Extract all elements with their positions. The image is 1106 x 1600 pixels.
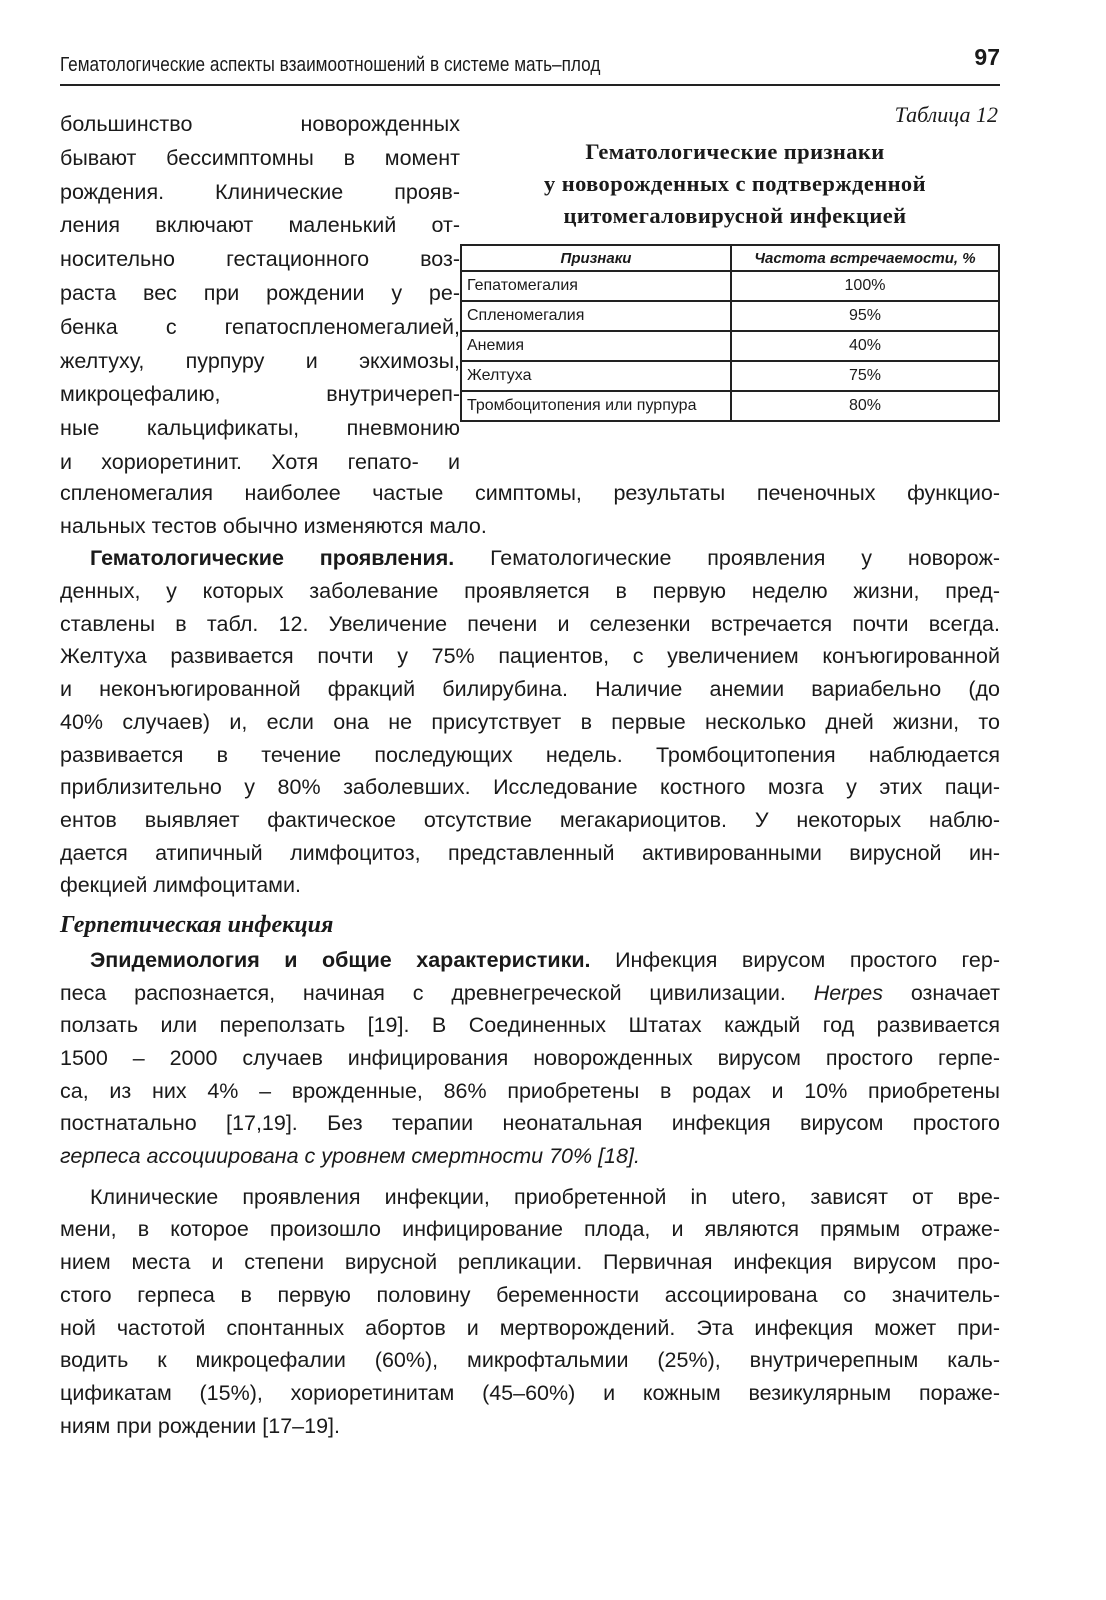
table-cell-frequency: 100% — [731, 271, 999, 301]
text-line: ползать или переползать [19]. В Соединенных Штатах каждый год развивается — [60, 1013, 1000, 1038]
text-line: бенка с гепатоспленомегалией, — [60, 314, 460, 339]
run-in-heading: Гематологические проявления. — [90, 546, 455, 571]
page-number: 97 — [974, 44, 1000, 70]
text-line: ной частотой спонтанных абортов и мертворождений. Эта инфекция может при- — [60, 1315, 1000, 1340]
text-line: нием места и степени вирусной репликации. Первичная инфекция вирусом про- — [60, 1250, 1000, 1275]
text-line: ные кальцификаты, пневмонию — [60, 416, 460, 441]
text-run: Инфекция вирусом простого гер- — [615, 947, 1000, 972]
text-line: развивается в течение последующих недель. Тромбоцитопения наблюдается — [60, 742, 1000, 767]
table-title-line: у новорожденных с подтвержденной — [544, 171, 926, 196]
running-title: Гематологические аспекты взаимоотношений в системе мать–плод — [60, 54, 601, 76]
table-title-line: Гематологические признаки — [585, 139, 885, 164]
paragraph-first-line — [60, 944, 1000, 977]
text-line: ставлены в табл. 12. Увеличение печени и селезенки встречается почти всегда. — [60, 611, 1000, 636]
table-cell-frequency: 40% — [731, 331, 999, 361]
text-line: дается атипичный лимфоцитоз, представленный активированными вирусной ин- — [60, 840, 1000, 865]
table-cell-frequency: 95% — [731, 301, 999, 331]
table-row — [461, 331, 999, 361]
table-row — [461, 301, 999, 331]
table-cell-sign: Желтуха — [461, 361, 731, 391]
text-line: носительно гестационного воз- — [60, 247, 460, 272]
text-line: цификатам (15%), хориоретинитам (45–60%) и кожным везикулярным пораже- — [60, 1380, 1000, 1405]
text-line: са, из них 4% – врожденные, 86% приобретены в родах и 10% приобретены — [60, 1078, 1000, 1103]
text-line: 1500 – 2000 случаев инфицирования новорожденных вирусом простого герпе- — [60, 1046, 1000, 1070]
text-line: раста вес при рождении у ре- — [60, 280, 460, 305]
text-line: мени, в которое произошло инфицирование плода, и являются прямым отраже- — [60, 1217, 1000, 1242]
table-row — [461, 271, 999, 301]
text-line: рождения. Клинические прояв- — [60, 179, 460, 204]
table-header-row — [461, 245, 999, 271]
data-table — [460, 244, 1000, 422]
table-cell-sign: Гепатомегалия — [461, 271, 731, 301]
text-line: песа распознается, начиная с древнегреческой цивилизации. Herpes означает — [60, 980, 1001, 1005]
column-header-sign: Признаки — [461, 245, 731, 271]
text-line: 40% случаев) и, если она не присутствует в первые несколько дней жизни, то — [60, 709, 1000, 734]
text-line: спленомегалия наиболее частые симптомы, результаты печеночных функцио- — [60, 481, 1000, 505]
table-cell-sign: Анемия — [461, 331, 731, 361]
text-line: водить к микроцефалии (60%), микрофтальмии (25%), внутричерепным каль- — [60, 1348, 1000, 1373]
table-row — [461, 391, 999, 421]
text-line: фекцией лимфоцитами. — [60, 873, 301, 898]
text-line: денных, у которых заболевание проявляется в первую неделю жизни, пред- — [60, 579, 1000, 604]
table-cell-sign: Тромбоцитопения или пурпура — [461, 391, 731, 421]
table-cell-frequency: 75% — [731, 361, 999, 391]
text-line: Желтуха развивается почти у 75% пациентов, с увеличением конъюгированной — [60, 644, 1000, 669]
text-line: микроцефалию, внутричереп- — [60, 382, 460, 407]
text-line: и неконъюгированной фракций билирубина. Наличие анемии вариабельно (до — [60, 677, 1000, 702]
text-line: приблизительно у 80% заболевших. Исследование костного мозга у этих паци- — [60, 775, 1000, 800]
text-run: Гематологические проявления у новорож- — [490, 546, 1001, 571]
latin-term: Herpes — [813, 980, 883, 1005]
text-line: бывают бессимптомны в момент — [60, 145, 460, 170]
table-title — [470, 136, 1000, 232]
text-line: ниям при рождении [17–19]. — [60, 1413, 340, 1438]
running-head — [60, 44, 1000, 86]
table-cell-frequency: 80% — [731, 391, 999, 421]
text-line: ления включают маленький от- — [60, 213, 460, 238]
paragraph-gap — [60, 1173, 1000, 1181]
text-line: большинство новорожденных — [60, 112, 460, 136]
main-text — [60, 477, 1000, 1442]
text-line: герпеса ассоциирована с уровнем смертности 70% [18]. — [60, 1144, 640, 1169]
table-cell-sign: Спленомегалия — [461, 301, 731, 331]
text-line: постнатально [17,19]. Без терапии неонатальная инфекция вирусом простого — [60, 1111, 1000, 1136]
wrapped-text-column — [60, 108, 460, 480]
text-line: желтуху, пурпуру и экхимозы, — [60, 348, 460, 373]
text-line: и хориоретинит. Хотя гепато- и — [60, 449, 460, 474]
text-line: стого герпеса в первую половину беременности ассоциирована со значитель- — [60, 1282, 1000, 1307]
text-line: нальных тестов обычно изменяются мало. — [60, 513, 487, 538]
table-title-line: цитомегаловирусной инфекцией — [563, 203, 907, 228]
text-line: ентов выявляет фактическое отсутствие мегакариоцитов. У некоторых наблю- — [60, 807, 1000, 832]
table-12 — [460, 102, 1000, 414]
column-header-frequency: Частота встречаемости, % — [731, 245, 999, 271]
run-in-heading: Эпидемиология и общие характеристики. — [90, 947, 591, 972]
section-heading: Герпетическая инфекция — [60, 911, 334, 938]
table-label: Таблица 12 — [894, 102, 998, 127]
text-line: Клинические проявления инфекции, приобретенной in utero, зависят от вре- — [90, 1184, 1000, 1209]
table-row — [461, 361, 999, 391]
paragraph-first-line — [60, 542, 1000, 575]
